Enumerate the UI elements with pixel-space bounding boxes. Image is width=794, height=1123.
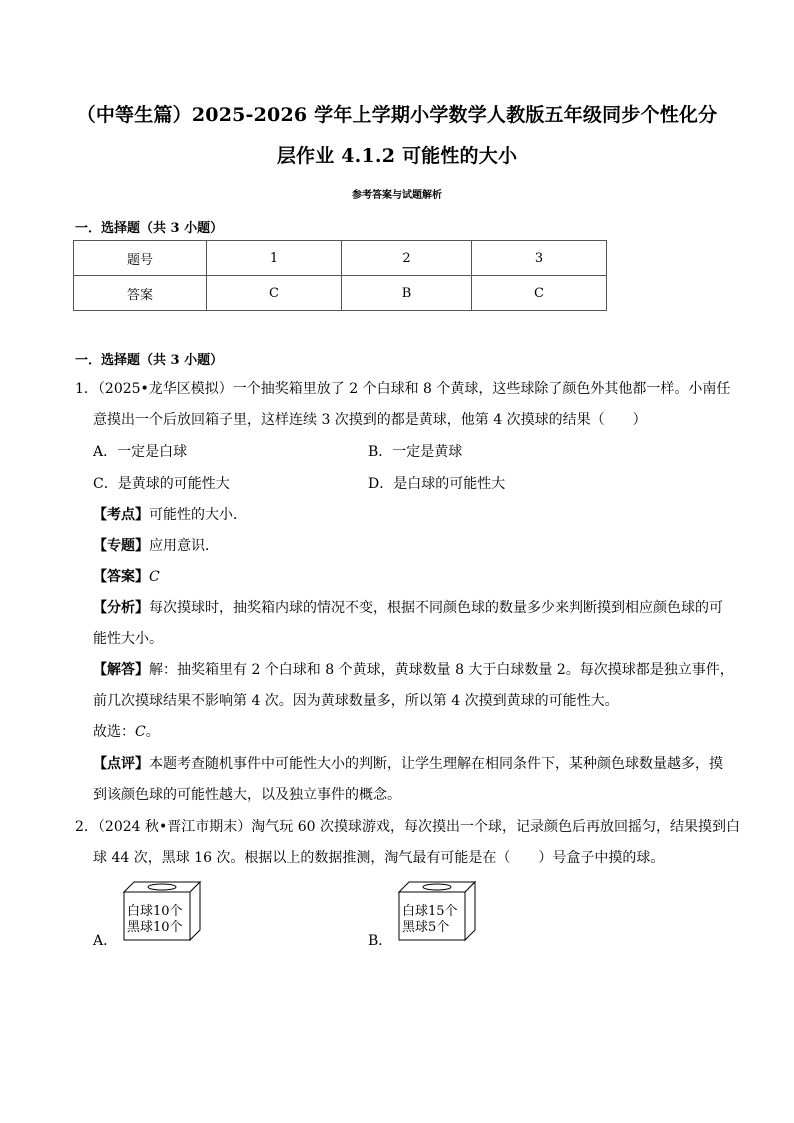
q1-daan bbox=[93, 567, 160, 587]
q2-option-b-letter: B． bbox=[368, 933, 393, 949]
q2-option-a-letter: A． bbox=[93, 933, 118, 949]
q1-dianping-line2: 到该颜色球的可能性越大，以及独立事件的概念。 bbox=[93, 787, 401, 803]
row-label-number: 题号 bbox=[74, 241, 207, 276]
q1-jieda-line1 bbox=[93, 660, 734, 680]
fenxi-tag: 【分析】 bbox=[93, 600, 149, 616]
table-row bbox=[74, 241, 607, 276]
q1-stem-line2: 意摸出一个后放回箱子里，这样连续 3 次摸到的都是黄球，他第 4 次摸球的结果（ ） bbox=[93, 412, 647, 428]
document-subtitle: 参考答案与试题解析 bbox=[352, 190, 442, 201]
dianping-tag: 【点评】 bbox=[93, 756, 149, 772]
dianping-text: 本题考查随机事件中可能性大小的判断，让学生理解在相同条件下，某种颜色球数量越多，摸 bbox=[149, 756, 723, 772]
daan-tag: 【答案】 bbox=[93, 569, 149, 585]
table-row bbox=[74, 276, 607, 311]
box-a-black-count: 黑球10个 bbox=[127, 920, 183, 935]
kaodian-tag: 【考点】 bbox=[93, 507, 149, 523]
fenxi-text: 每次摸球时，抽奖箱内球的情况不变，根据不同颜色球的数量多少来判断摸到相应颜色球的可 bbox=[149, 600, 723, 616]
question-number-cell: 3 bbox=[472, 241, 607, 276]
section-heading: 一．选择题（共 3 小题） bbox=[75, 353, 224, 368]
q1-guxuan bbox=[93, 722, 160, 742]
q1-jieda-line2: 前几次摸球结果不影响第 4 次。因为黄球数量多，所以第 4 次摸到黄球的可能性大。 bbox=[93, 693, 619, 709]
zhuanti-tag: 【专题】 bbox=[93, 538, 149, 554]
q1-kaodian bbox=[93, 505, 247, 525]
answer-section-heading: 一．选择题（共 3 小题） bbox=[75, 221, 224, 236]
box-a-illustration bbox=[118, 880, 202, 946]
box-b-white-count: 白球15个 bbox=[402, 904, 458, 919]
guxuan-value: C bbox=[135, 724, 146, 740]
box-b-black-count: 黑球5个 bbox=[402, 920, 450, 935]
q1-option-b: B．一定是黄球 bbox=[368, 444, 463, 460]
q1-stem-line1: 1．（2025•龙华区模拟）一个抽奖箱里放了 2 个白球和 8 个黄球，这些球除了颜色外其他都一样。小南任 bbox=[75, 381, 731, 397]
q1-option-c: C．是黄球的可能性大 bbox=[93, 476, 230, 492]
q2-stem-line2: 球 44 次，黑球 16 次。根据以上的数据推测，淘气最有可能是在（ ）号盒子中摸的球。 bbox=[93, 850, 665, 866]
row-label-answer: 答案 bbox=[74, 276, 207, 311]
document-title-line2: 层作业 4.1.2 可能性的大小 bbox=[276, 145, 518, 167]
q1-fenxi-line1 bbox=[93, 598, 723, 618]
document-title-line1: （中等生篇）2025-2026 学年上学期小学数学人教版五年级同步个性化分 bbox=[76, 104, 718, 126]
question-number-cell: 1 bbox=[207, 241, 342, 276]
q1-dianping-line1 bbox=[93, 754, 723, 774]
answer-table bbox=[73, 240, 607, 311]
kaodian-text: 可能性的大小． bbox=[149, 507, 247, 523]
guxuan-prefix: 故选： bbox=[93, 724, 135, 740]
answer-cell: C bbox=[207, 276, 342, 311]
box-a-white-count: 白球10个 bbox=[127, 904, 183, 919]
jieda-tag: 【解答】 bbox=[93, 662, 149, 678]
jieda-text: 解：抽奖箱里有 2 个白球和 8 个黄球，黄球数量 8 大于白球数量 2。每次摸球都是独立事件， bbox=[149, 662, 734, 678]
answer-cell: B bbox=[341, 276, 471, 311]
daan-text: C bbox=[149, 569, 160, 585]
guxuan-suffix: 。 bbox=[145, 724, 160, 740]
q2-stem-line1: 2．（2024 秋•晋江市期末）淘气玩 60 次摸球游戏，每次摸出一个球，记录颜色后再放回摇匀，结果摸到白 bbox=[75, 819, 740, 835]
q1-option-a: A．一定是白球 bbox=[93, 444, 188, 460]
q1-fenxi-line2: 能性大小。 bbox=[93, 631, 163, 647]
q1-zhuanti bbox=[93, 536, 219, 556]
zhuanti-text: 应用意识． bbox=[149, 538, 219, 554]
q1-option-d: D．是白球的可能性大 bbox=[368, 476, 506, 492]
question-number-cell: 2 bbox=[341, 241, 471, 276]
box-b-illustration bbox=[393, 880, 477, 946]
answer-cell: C bbox=[472, 276, 607, 311]
